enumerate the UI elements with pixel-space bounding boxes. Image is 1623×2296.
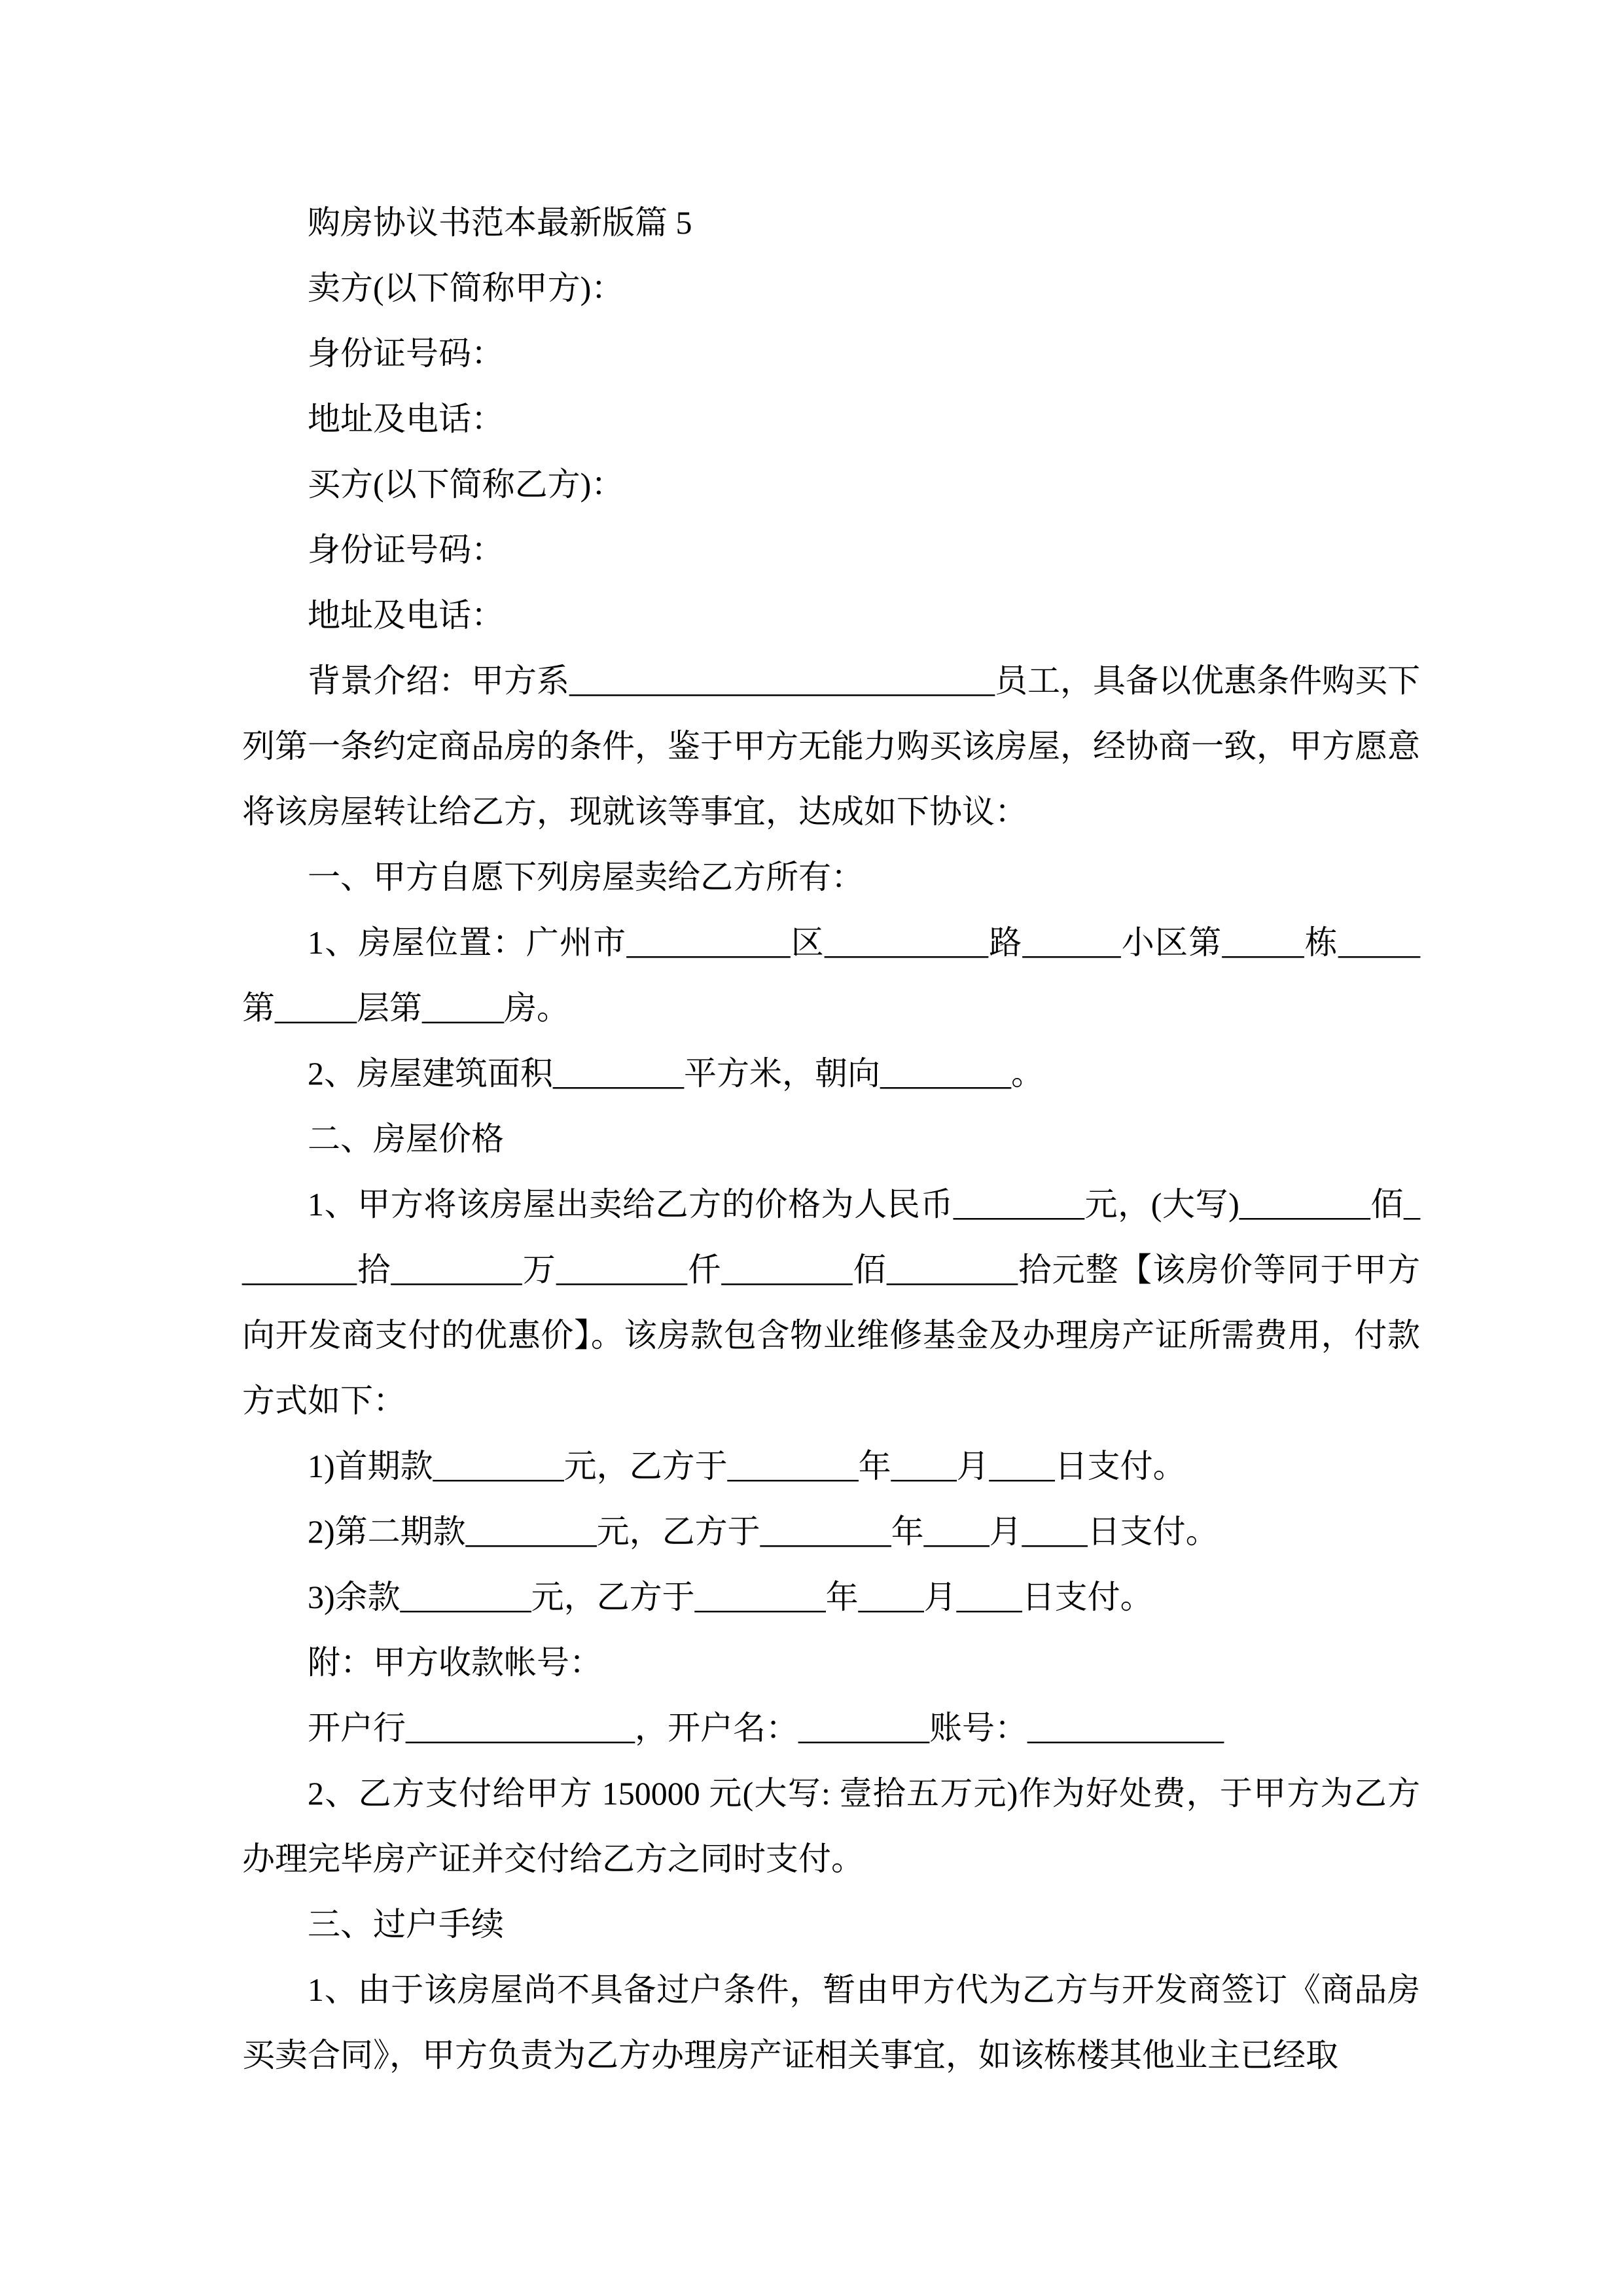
clause-payment-1: 1)首期款________元，乙方于________年____月____日支付。 (308, 1448, 1186, 1484)
buyer-id-label: 身份证号码： (308, 531, 504, 568)
seller-label: 卖方(以下简称甲方)： (308, 270, 624, 306)
clause-house-area: 2、房屋建筑面积________平方米，朝向________。 (308, 1055, 1044, 1092)
clause-house-location: 1、房屋位置：广州市__________区__________路______小区第_____栋_____第_____层第_____房。 (242, 924, 1420, 1026)
clause-payment-2: 2)第二期款________元，乙方于________年____月____日支付。 (308, 1513, 1219, 1550)
seller-address-label: 地址及电话： (308, 401, 504, 437)
clause-house-price: 1、甲方将该房屋出卖给乙方的价格为人民币________元，(大写)________佰________拾________万________仟________佰________拾元整【该房价等同于甲方向开发商支付的优惠价】。该房款包含物业维修基金及办理房产证所需费用，付款方式如下： (242, 1186, 1420, 1419)
seller-id-label: 身份证号码： (308, 335, 504, 372)
document-content (242, 190, 1420, 2088)
section-1-heading: 一、甲方自愿下列房屋卖给乙方所有： (308, 859, 864, 895)
background-paragraph: 背景介绍：甲方系__________________________员工，具备以优惠条件购买下列第一条约定商品房的条件，鉴于甲方无能力购买该房屋，经协商一致，甲方愿意将该房屋转让给乙方，现就该等事宜，达成如下协议： (242, 662, 1420, 830)
bank-account-detail: 开户行______________，开户名：________账号：____________ (308, 1710, 1224, 1746)
buyer-label: 买方(以下简称乙方)： (308, 466, 624, 503)
document-title: 购房协议书范本最新版篇 5 (308, 204, 692, 241)
clause-payment-3: 3)余款________元，乙方于________年____月____日支付。 (308, 1579, 1153, 1615)
clause-transfer-procedure: 1、由于该房屋尚不具备过户条件，暂由甲方代为乙方与开发商签订《商品房买卖合同》，甲方负责为乙方办理房产证相关事宜，如该栋楼其他业主已经取 (242, 1971, 1420, 2073)
section-2-heading: 二、房屋价格 (308, 1121, 504, 1157)
clause-benefit-fee: 2、乙方支付给甲方 150000 元(大写: 壹拾五万元)作为好处费，于甲方为乙方办理完毕房产证并交付给乙方之同时支付。 (242, 1775, 1420, 1877)
bank-account-label: 附：甲方收款帐号： (308, 1644, 602, 1681)
buyer-address-label: 地址及电话： (308, 597, 504, 634)
section-3-heading: 三、过户手续 (308, 1906, 504, 1943)
